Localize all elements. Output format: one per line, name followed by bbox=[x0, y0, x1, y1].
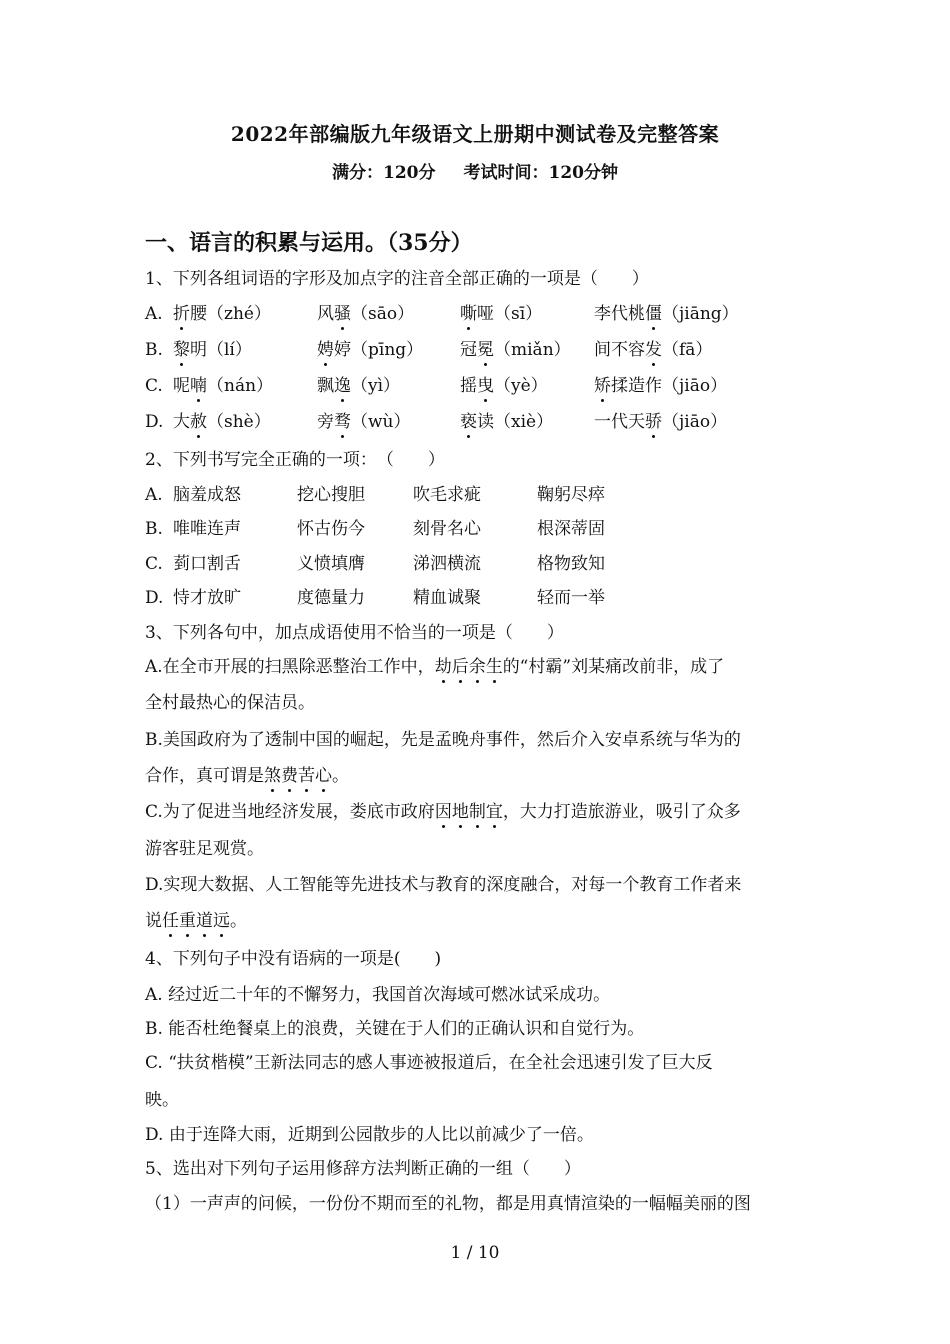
q1-c-word4: 矫揉造作（jiāo） bbox=[594, 376, 728, 396]
q4-option-d: D. 由于连降大雨，近期到公园散步的人比以前减少了一倍。 bbox=[145, 1125, 594, 1145]
q1-a-word4: 李代桃僵（jiāng） bbox=[594, 304, 739, 324]
q1-a-word1: 折腰（zhé） bbox=[173, 304, 271, 324]
q3-option-a-line1: A.在全市开展的扫黑除恶整治工作中，劫后余生的“村霸”刘某痛改前非，成了 bbox=[145, 657, 725, 677]
q1-option-c: C. 呢喃（nán） 飘逸（yì） 摇曳（yè） 矫揉造作（jiāo） bbox=[145, 376, 728, 396]
q2-option-a: A. 脑羞成怒 挖心搜胆 吹毛求疵 鞠躬尽瘁 bbox=[145, 485, 605, 505]
q1-b-word1: 黎明（lí） bbox=[173, 340, 252, 360]
q2-stem: 2、下列书写完全正确的一项： （ ） bbox=[145, 450, 445, 470]
q4-option-c-line1: C. “扶贫楷模”王新法同志的感人事迹被报道后，在全社会迅速引发了巨大反 bbox=[145, 1053, 713, 1073]
q1-b-word2: 娉婷（pīng） bbox=[317, 340, 424, 360]
q3-option-a-line2: 全村最热心的保洁员。 bbox=[145, 693, 315, 713]
section-heading: 一、语言的积累与运用。（35分） bbox=[145, 230, 473, 256]
q1-c-word1: 呢喃（nán） bbox=[173, 376, 274, 396]
q1-c-word2: 飘逸（yì） bbox=[317, 376, 401, 396]
q2-option-c: C. 菿口割舌 义愤填膺 涕泗横流 格物致知 bbox=[145, 554, 605, 574]
page-number: 1 / 10 bbox=[450, 1243, 500, 1263]
q3-stem: 3、下列各句中，加点成语使用不恰当的一项是（ ） bbox=[145, 623, 564, 643]
q1-option-a: A. 折腰（zhé） 风骚（sāo） 嘶哑（sī） 李代桃僵（jiāng） bbox=[145, 304, 739, 324]
q3-option-d-line1: D.实现大数据、人工智能等先进技术与教育的深度融合，对每一个教育工作者来 bbox=[145, 875, 742, 895]
q1-d-word3: 亵读（xiè） bbox=[460, 412, 554, 432]
exam-info bbox=[0, 158, 950, 183]
q4-stem: 4、下列句子中没有语病的一项是( ) bbox=[145, 949, 442, 969]
q4-option-b: B. 能否杜绝餐桌上的浪费，关键在于人们的正确认识和自觉行为。 bbox=[145, 1019, 645, 1039]
q5-sentence-1: （1）一声声的问候，一份份不期而至的礼物，都是用真情渲染的一幅幅美丽的图 bbox=[145, 1194, 751, 1214]
q1-a-word3: 嘶哑（sī） bbox=[460, 304, 543, 324]
q1-option-b: B. 黎明（lí） 娉婷（pīng） 冠冕（miǎn） 间不容发（fā） bbox=[145, 340, 713, 360]
q1-c-word3: 摇曳（yè） bbox=[460, 376, 548, 396]
q3-option-c-line1: C.为了促进当地经济发展，娄底市政府因地制宜，大力打造旅游业，吸引了众多 bbox=[145, 802, 741, 822]
q1-d-word4: 一代天骄（jiāo） bbox=[594, 412, 728, 432]
q1-option-d: D. 大赦（shè） 旁骛（wù） 亵读（xiè） 一代天骄（jiāo） bbox=[145, 412, 728, 432]
q4-option-c-line2: 映。 bbox=[145, 1090, 179, 1110]
q3-option-c-line2: 游客驻足观赏。 bbox=[145, 839, 264, 859]
q5-stem: 5、选出对下列句子运用修辞方法判断正确的一组（ ） bbox=[145, 1159, 581, 1179]
q3-option-b-line1: B.美国政府为了透制中国的崛起，先是孟晚舟事件，然后介入安卓系统与华为的 bbox=[145, 730, 741, 750]
q1-stem: 1、下列各组词语的字形及加点字的注音全部正确的一项是（ ） bbox=[145, 269, 649, 289]
q3-option-d-line2: 说任重道远。 bbox=[145, 911, 247, 931]
q1-d-word2: 旁骛（wù） bbox=[317, 412, 411, 432]
q4-option-a: A. 经过近二十年的不懈努力，我国首次海域可燃冰试采成功。 bbox=[145, 985, 611, 1005]
q2-option-b: B. 唯唯连声 怀古伤今 刻骨名心 根深蒂固 bbox=[145, 519, 605, 539]
q3-option-b-line2: 合作，真可谓是煞费苦心。 bbox=[145, 766, 349, 786]
exam-time: 考试时间：120分钟 bbox=[463, 163, 618, 183]
full-score: 满分：120分 bbox=[332, 163, 436, 183]
q1-b-word4: 间不容发（fā） bbox=[594, 340, 713, 360]
q1-b-word3: 冠冕（miǎn） bbox=[460, 340, 571, 360]
q1-d-word1: 大赦（shè） bbox=[173, 412, 271, 432]
q2-option-d: D. 恃才放旷 度德量力 精血诚聚 轻而一举 bbox=[145, 588, 605, 608]
q1-a-word2: 风骚（sāo） bbox=[317, 304, 415, 324]
document-title: 2022年部编版九年级语文上册期中测试卷及完整答案 bbox=[230, 122, 720, 146]
